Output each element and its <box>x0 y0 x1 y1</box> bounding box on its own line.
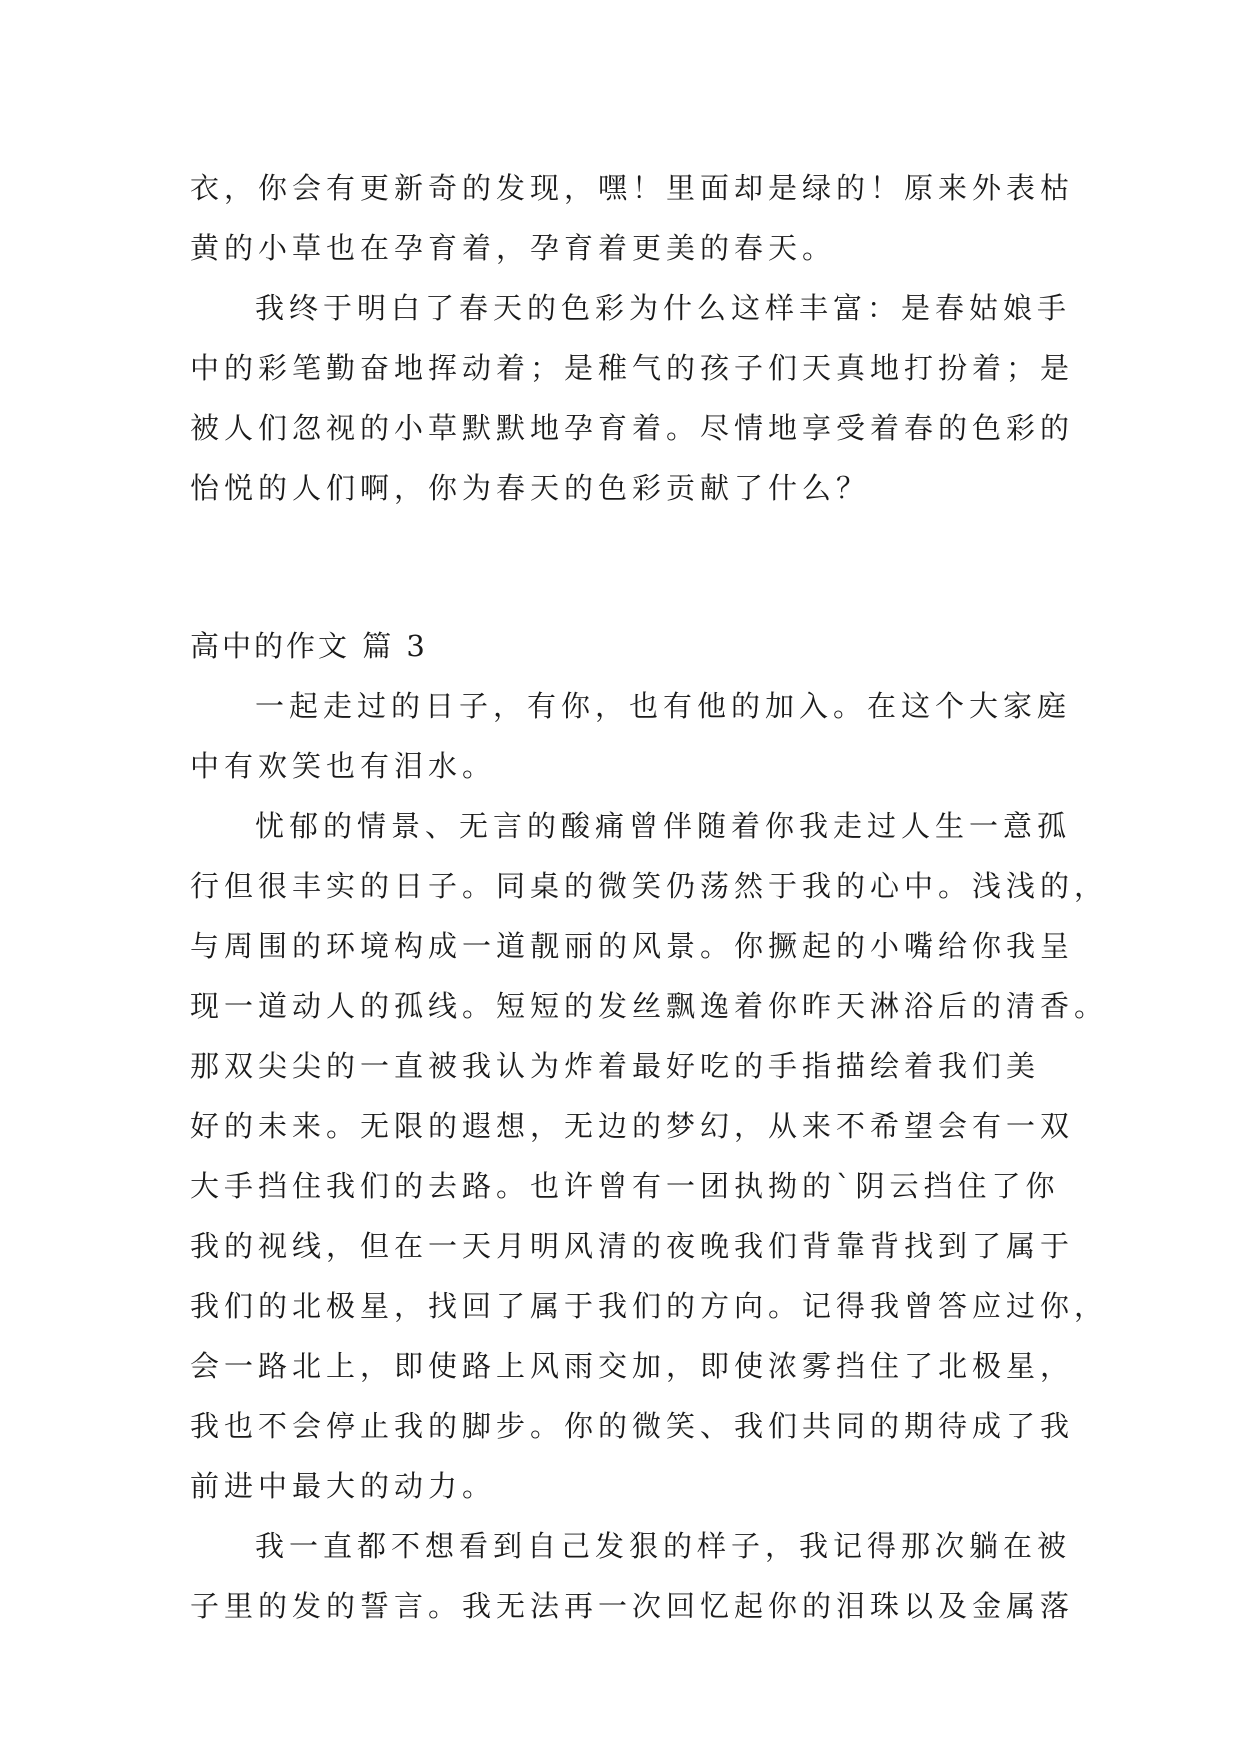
paragraph-4 <box>190 796 1109 1516</box>
text-line: 现一道动人的孤线。短短的发丝飘逸着你昨天淋浴后的清香。 <box>190 989 1109 1023</box>
text-line: 怡悦的人们啊，你为春天的色彩贡献了什么？ <box>190 471 871 505</box>
section-spacer <box>190 518 1060 616</box>
text-line: 子里的发的誓言。我无法再一次回忆起你的泪珠以及金属落 <box>190 1589 1075 1623</box>
text-line: 黄的小草也在孕育着，孕育着更美的春天。 <box>190 231 837 265</box>
text-line: 我们的北极星，找回了属于我们的方向。记得我曾答应过你， <box>190 1289 1109 1323</box>
paragraph-5 <box>190 1516 1075 1636</box>
text-line: 被人们忽视的小草默默地孕育着。尽情地享受着春的色彩的 <box>190 411 1075 445</box>
text-line: 我一直都不想看到自己发狠的样子，我记得那次躺在被 <box>255 1529 1072 1563</box>
document-body <box>190 158 1109 1636</box>
text-line: 我也不会停止我的脚步。你的微笑、我们共同的期待成了我 <box>190 1409 1075 1443</box>
text-line: 中有欢笑也有泪水。 <box>190 749 497 783</box>
text-line: 我终于明白了春天的色彩为什么这样丰富：是春姑娘手 <box>255 291 1072 325</box>
text-line: 一起走过的日子，有你，也有他的加入。在这个大家庭 <box>255 689 1072 723</box>
paragraph-3 <box>190 676 1072 796</box>
paragraph-2 <box>190 278 1075 518</box>
text-line: 会一路北上，即使路上风雨交加，即使浓雾挡住了北极星， <box>190 1349 1075 1383</box>
paragraph-1 <box>190 158 1075 278</box>
text-line: 与周围的环境构成一道靓丽的风景。你撅起的小嘴给你我呈 <box>190 929 1075 963</box>
text-line: 行但很丰实的日子。同桌的微笑仍荡然于我的心中。浅浅的， <box>190 869 1109 903</box>
text-line: 衣，你会有更新奇的发现，嘿！里面却是绿的！原来外表枯 <box>190 171 1075 205</box>
text-line: 中的彩笔勤奋地挥动着；是稚气的孩子们天真地打扮着；是 <box>190 351 1075 385</box>
text-line: 忧郁的情景、无言的酸痛曾伴随着你我走过人生一意孤 <box>255 809 1072 843</box>
section-heading: 高中的作文 篇 3 <box>190 629 428 663</box>
text-line: 那双尖尖的一直被我认为炸着最好吃的手指描绘着我们美 <box>190 1049 1041 1083</box>
text-line: 好的未来。无限的遐想，无边的梦幻，从来不希望会有一双 <box>190 1109 1075 1143</box>
text-line: 前进中最大的动力。 <box>190 1469 497 1503</box>
text-line: 我的视线，但在一天月明风清的夜晚我们背靠背找到了属于 <box>190 1229 1075 1263</box>
text-line: 大手挡住我们的去路。也许曾有一团执拗的`阴云挡住了你 <box>190 1169 1060 1203</box>
